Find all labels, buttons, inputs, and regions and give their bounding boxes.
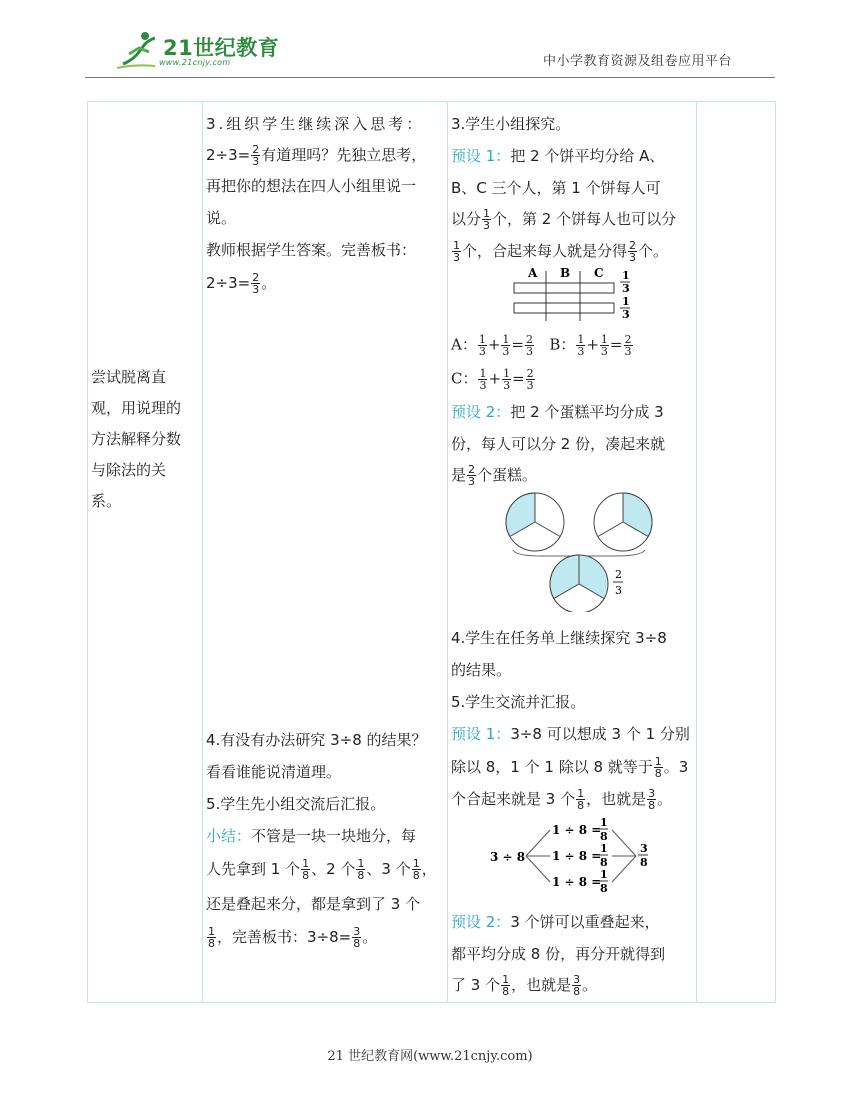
- label-c: C: [594, 266, 604, 280]
- fraction: $\frac{2}{3}$: [629, 239, 637, 264]
- fraction: $\frac{1}{8}$: [302, 857, 310, 882]
- fraction: $\frac{1}{3}$: [483, 207, 491, 232]
- svg-text:1 ÷ 8 =: 1 ÷ 8 =: [552, 849, 602, 863]
- fraction: $\frac{2}{3}$: [468, 463, 476, 488]
- teacher-text: 说。: [206, 209, 237, 227]
- student-text: 除以 8，1 个 1 除以 8 就等于 $\frac{1}{8}$ 。3: [451, 755, 689, 780]
- logo-text: 21世纪教育: [163, 36, 280, 60]
- student-text: 以分 $\frac{1}{3}$ 个，第 2 个饼每人也可以分: [451, 207, 677, 232]
- pie-diagram: [503, 490, 653, 612]
- summary-line: 人先拿到 1 个 $\frac{1}{8}$ 、2 个 $\frac{1}{8}$ 、3 个 $\frac{1}{8}$ ，: [206, 857, 437, 882]
- svg-text:8: 8: [600, 856, 608, 869]
- svg-text:3 ÷ 8: 3 ÷ 8: [490, 850, 526, 864]
- svg-text:3: 3: [622, 308, 630, 321]
- svg-text:1: 1: [622, 269, 630, 282]
- logo-url: www.21cnjy.com: [159, 58, 231, 67]
- svg-text:1 ÷ 8 =: 1 ÷ 8 =: [552, 823, 602, 837]
- student-text: $\frac{1}{3}$ 个，合起来每人就是分得 $\frac{2}{3}$ 个。: [453, 239, 669, 264]
- equation-c: C： $\frac{1}{3}$ + $\frac{1}{3}$ = $\frac{2}{3}$: [451, 367, 534, 392]
- svg-text:8: 8: [640, 856, 648, 869]
- fraction: $\frac{1}{8}$: [208, 925, 215, 950]
- student-text: 个合起来就是 3 个 $\frac{1}{8}$ ，也就是 $\frac{3}{8}$ 。: [451, 787, 673, 812]
- header-title: 中小学教育资源及组卷应用平台: [542, 54, 732, 69]
- student-text: 预设 2：3 个饼可以重叠起来，: [451, 913, 660, 931]
- teacher-column: [203, 102, 448, 1003]
- summary-line: 还是叠起来分，都是拿到了 3 个: [206, 895, 421, 913]
- student-text: 4.学生在任务单上继续探究 3÷8: [451, 629, 667, 647]
- teacher-text: 2÷3= $\frac{2}{3}$ 有道理吗？先独立思考，: [206, 143, 427, 168]
- fraction: $\frac{3}{8}$: [648, 787, 656, 812]
- fraction: $\frac{1}{8}$: [502, 973, 510, 998]
- student-column: [448, 102, 697, 1003]
- goal-line: 观，用说理的: [91, 399, 182, 417]
- goal-column: [88, 102, 203, 1003]
- fraction: $\frac{3}{8}$: [353, 925, 361, 950]
- runner-logo-icon: [115, 30, 159, 70]
- lesson-table: [87, 101, 776, 1003]
- fraction: $\frac{1}{8}$: [412, 857, 420, 882]
- pie-result: [550, 555, 608, 612]
- teacher-text: 3.组织学生继续深入思考：: [206, 115, 425, 133]
- summary-line: $\frac{1}{8}$ ，完善板书：3÷8= $\frac{3}{8}$ 。: [208, 925, 378, 950]
- fraction: $\frac{3}{8}$: [573, 973, 581, 998]
- svg-text:1: 1: [622, 295, 630, 308]
- student-text: B、C 三个人，第 1 个饼每人可: [451, 179, 661, 197]
- student-text: 预设 1：3÷8 可以想成 3 个 1 分别: [451, 725, 690, 743]
- goal-line: 系。: [91, 492, 122, 510]
- student-text: 是 $\frac{2}{3}$ 个蛋糕。: [451, 463, 538, 488]
- goal-line: 尝试脱离直: [91, 368, 167, 386]
- teacher-text: 4.有没有办法研究 3÷8 的结果？: [206, 731, 427, 749]
- label-b: B: [560, 266, 571, 280]
- footer: 21 世纪教育网(www.21cnjy.com): [327, 1049, 533, 1064]
- student-text: 预设 2：把 2 个蛋糕平均分成 3: [451, 403, 664, 421]
- header-divider: [85, 77, 775, 78]
- student-text: 预设 1：把 2 个饼平均分给 A、: [451, 147, 665, 165]
- pie-left: [506, 493, 564, 551]
- notes-column: [697, 102, 776, 1003]
- pie-right: [594, 493, 652, 551]
- svg-text:8: 8: [600, 830, 608, 843]
- label-a: A: [528, 266, 538, 280]
- student-text: 3.学生小组探究。: [451, 115, 571, 133]
- svg-text:1: 1: [600, 868, 608, 881]
- summary-label: 小结：: [206, 827, 252, 845]
- goal-line: 与除法的关: [91, 461, 167, 479]
- svg-text:8: 8: [600, 882, 608, 895]
- student-text: 了 3 个 $\frac{1}{8}$ ，也就是 $\frac{3}{8}$ 。: [451, 973, 598, 998]
- logo: [115, 30, 285, 70]
- teacher-text: 2÷3= $\frac{2}{3}$ 。: [206, 271, 277, 296]
- teacher-text: 看看谁能说清道理。: [206, 763, 342, 781]
- svg-text:1: 1: [600, 816, 608, 829]
- equation-a-b: A： $\frac{1}{3}$ + $\frac{1}{3}$ = $\frac{2}{3}$ B： $\frac{1}{3}$ + $\frac{1}{3}$ = $\frac{2}{3}$: [451, 333, 632, 358]
- student-text: 5.学生交流并汇报。: [451, 693, 586, 711]
- fraction: $\frac{1}{8}$: [654, 755, 662, 780]
- fraction: $\frac{1}{8}$: [357, 857, 365, 882]
- student-text: 都平均分成 8 份，再分开就得到: [451, 945, 666, 963]
- fraction: $\frac{1}{8}$: [577, 787, 585, 812]
- svg-text:3: 3: [615, 584, 622, 597]
- division-tree-diagram: [488, 816, 668, 898]
- student-text: 的结果。: [451, 661, 512, 679]
- goal-line: 方法解释分数: [91, 430, 182, 448]
- cake-split-diagram: [510, 265, 640, 327]
- svg-text:1 ÷ 8 =: 1 ÷ 8 =: [552, 875, 602, 889]
- svg-text:3: 3: [640, 842, 648, 855]
- student-text: 份，每人可以分 2 份，凑起来就: [451, 435, 666, 453]
- fraction: $\frac{2}{3}$: [252, 143, 260, 168]
- fraction: $\frac{2}{3}$: [252, 271, 260, 296]
- teacher-text: 教师根据学生答案。完善板书：: [206, 241, 417, 259]
- svg-text:2: 2: [615, 568, 622, 581]
- teacher-text: 5.学生先小组交流后汇报。: [206, 795, 386, 813]
- svg-text:3: 3: [622, 282, 630, 295]
- summary-line: 小结：不管是一块一块地分，每: [206, 827, 417, 845]
- teacher-text: 再把你的想法在四人小组里说一: [206, 177, 417, 195]
- svg-text:1: 1: [600, 842, 608, 855]
- fraction: $\frac{1}{3}$: [453, 239, 460, 264]
